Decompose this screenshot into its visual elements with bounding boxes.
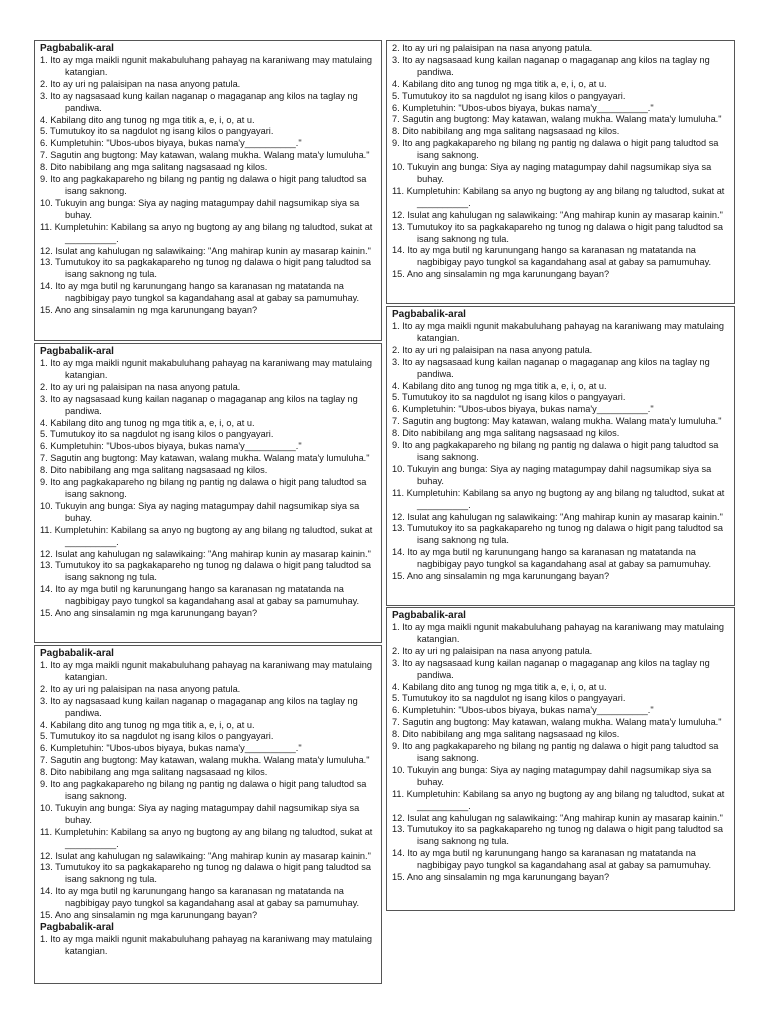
quiz-item: 15. Ano ang sinsalamin ng mga karunungang bayan? — [392, 571, 610, 582]
quiz-item: 10. Tukuyin ang bunga: Siya ay naging matagumpay dahil nagsumikap siya sa buhay. — [392, 162, 712, 184]
quiz-list — [40, 934, 377, 958]
quiz-item: 9. Ito ang pagkakapareho ng bilang ng pantig ng dalawa o higit pang taludtod sa isang saknong. — [40, 477, 367, 499]
quiz-item: 12. Isulat ang kahulugan ng salawikaing: "Ang mahirap kunin ay masarap kainin." — [392, 511, 723, 522]
quiz-item: 2. Ito ay uri ng palaisipan na nasa anyong patula. — [392, 344, 593, 355]
quiz-item: 11. Kumpletuhin: Kabilang sa anyo ng bugtong ay ang bilang ng taludtod, sukat at __________. — [392, 487, 725, 510]
quiz-item: 1. Ito ay mga maikli ngunit makabuluhang pahayag na karaniwang may matulaing katangian. — [40, 660, 372, 682]
quiz-item: 1. Ito ay mga maikli ngunit makabuluhang pahayag na karaniwang may matulaing katangian. — [392, 622, 724, 644]
quiz-item: 13. Tumutukoy ito sa pagkakapareho ng tunog ng dalawa o higit pang taludtod sa isang saknong ng tula. — [392, 523, 723, 546]
quiz-item: 3. Ito ay nagsasaad kung kailan naganap o magaganap ang kilos na taglay ng pandiwa. — [40, 695, 358, 718]
quiz-item: 2. Ito ay uri ng palaisipan na nasa anyong patula. — [40, 78, 241, 89]
quiz-item: 14. Ito ay mga butil ng karunungang hango sa karanasan ng matatanda na nagbibigay payo tungkol sa kagandahang asal at gabay sa pamumuhay. — [392, 547, 712, 570]
quiz-item: 3. Ito ay nagsasaad kung kailan naganap o magaganap ang kilos na taglay ng pandiwa. — [40, 90, 358, 113]
quiz-item: 6. Kumpletuhin: "Ubos-ubos biyaya, bukas nama'y__________." — [392, 705, 654, 716]
quiz-item: 8. Dito nabibilang ang mga salitang nagsasaad ng kilos. — [40, 767, 268, 778]
quiz-list — [40, 55, 377, 317]
quiz-item: 15. Ano ang sinsalamin ng mga karunungang bayan? — [392, 872, 610, 883]
quiz-box-right-2 — [386, 306, 735, 606]
quiz-item: 2. Ito ay uri ng palaisipan na nasa anyong patula. — [392, 645, 593, 656]
quiz-list — [392, 43, 730, 281]
quiz-item: 14. Ito ay mga butil ng karunungang hango sa karanasan ng matatanda na nagbibigay payo tungkol sa kagandahang asal at gabay sa pamumuhay. — [40, 886, 360, 909]
quiz-item: 7. Sagutin ang bugtong: May katawan, walang mukha. Walang mata'y lumuluha." — [392, 416, 722, 427]
quiz-item: 11. Kumpletuhin: Kabilang sa anyo ng bugtong ay ang bilang ng taludtod, sukat at __________. — [40, 524, 373, 547]
quiz-item: 12. Isulat ang kahulugan ng salawikaing: "Ang mahirap kunin ay masarap kainin." — [392, 209, 723, 220]
quiz-box-left-3 — [34, 645, 382, 984]
quiz-item: 5. Tumutukoy ito sa nagdulot ng isang kilos o pangyayari. — [392, 693, 626, 704]
quiz-item: 9. Ito ang pagkakapareho ng bilang ng pantig ng dalawa o higit pang taludtod sa isang saknong. — [392, 440, 719, 462]
quiz-box-left-1 — [34, 40, 382, 341]
quiz-item: 10. Tukuyin ang bunga: Siya ay naging matagumpay dahil nagsumikap siya sa buhay. — [392, 764, 712, 787]
quiz-item: 5. Tumutukoy ito sa nagdulot ng isang kilos o pangyayari. — [392, 392, 626, 403]
quiz-item: 12. Isulat ang kahulugan ng salawikaing: "Ang mahirap kunin ay masarap kainin." — [40, 850, 371, 861]
quiz-item: 14. Ito ay mga butil ng karunungang hango sa karanasan ng matatanda na nagbibigay payo tungkol sa kagandahang asal at gabay sa pamumuhay. — [40, 584, 360, 607]
quiz-item: 8. Dito nabibilang ang mga salitang nagsasaad ng kilos. — [392, 729, 620, 740]
quiz-item: 13. Tumutukoy ito sa pagkakapareho ng tunog ng dalawa o higit pang taludtod sa isang saknong ng tula. — [40, 862, 371, 885]
quiz-item: 8. Dito nabibilang ang mga salitang nagsasaad ng kilos. — [392, 428, 620, 439]
quiz-item: 7. Sagutin ang bugtong: May katawan, walang mukha. Walang mata'y lumuluha." — [392, 717, 722, 728]
quiz-item: 5. Tumutukoy ito sa nagdulot ng isang kilos o pangyayari. — [40, 429, 274, 440]
quiz-item: 14. Ito ay mga butil ng karunungang hango sa karanasan ng matatanda na nagbibigay payo tungkol sa kagandahang asal at gabay sa pamumuhay. — [40, 281, 360, 304]
quiz-item: 2. Ito ay uri ng palaisipan na nasa anyong patula. — [392, 43, 593, 53]
quiz-item: 10. Tukuyin ang bunga: Siya ay naging matagumpay dahil nagsumikap siya sa buhay. — [392, 463, 712, 486]
quiz-item: 6. Kumpletuhin: "Ubos-ubos biyaya, bukas nama'y__________." — [392, 404, 654, 415]
quiz-item: 13. Tumutukoy ito sa pagkakapareho ng tunog ng dalawa o higit pang taludtod sa isang saknong ng tula. — [40, 560, 371, 583]
quiz-item: 10. Tukuyin ang bunga: Siya ay naging matagumpay dahil nagsumikap siya sa buhay. — [40, 500, 360, 523]
quiz-title: Pagbabalik-aral — [40, 921, 114, 933]
quiz-item: 15. Ano ang sinsalamin ng mga karunungang bayan? — [392, 269, 610, 280]
quiz-item: 14. Ito ay mga butil ng karunungang hango sa karanasan ng matatanda na nagbibigay payo tungkol sa kagandahang asal at gabay sa pamumuhay. — [392, 848, 712, 871]
quiz-item: 11. Kumpletuhin: Kabilang sa anyo ng bugtong ay ang bilang ng taludtod, sukat at __________. — [392, 185, 725, 208]
quiz-item: 8. Dito nabibilang ang mga salitang nagsasaad ng kilos. — [392, 126, 620, 137]
quiz-box-left-2 — [34, 343, 382, 643]
quiz-item: 7. Sagutin ang bugtong: May katawan, walang mukha. Walang mata'y lumuluha." — [40, 755, 370, 766]
quiz-item: 1. Ito ay mga maikli ngunit makabuluhang pahayag na karaniwang may matulaing katangian. — [40, 55, 372, 77]
quiz-title: Pagbabalik-aral — [40, 43, 114, 54]
quiz-item: 15. Ano ang sinsalamin ng mga karunungang bayan? — [40, 305, 258, 316]
quiz-item: 6. Kumpletuhin: "Ubos-ubos biyaya, bukas nama'y__________." — [40, 743, 302, 754]
quiz-item: 13. Tumutukoy ito sa pagkakapareho ng tunog ng dalawa o higit pang taludtod sa isang saknong ng tula. — [392, 221, 723, 244]
quiz-item: 5. Tumutukoy ito sa nagdulot ng isang kilos o pangyayari. — [392, 90, 626, 101]
quiz-item: 14. Ito ay mga butil ng karunungang hango sa karanasan ng matatanda na nagbibigay payo tungkol sa kagandahang asal at gabay sa pamumuhay. — [392, 245, 712, 268]
quiz-item: 12. Isulat ang kahulugan ng salawikaing: "Ang mahirap kunin ay masarap kainin." — [40, 548, 371, 559]
quiz-item: 4. Kabilang dito ang tunog ng mga titik a, e, i, o, at u. — [392, 380, 607, 391]
quiz-box-right-3 — [386, 607, 735, 911]
quiz-item: 12. Isulat ang kahulugan ng salawikaing: "Ang mahirap kunin ay masarap kainin." — [392, 812, 723, 823]
quiz-list — [40, 660, 377, 922]
quiz-item: 10. Tukuyin ang bunga: Siya ay naging matagumpay dahil nagsumikap siya sa buhay. — [40, 802, 360, 825]
quiz-item: 1. Ito ay mga maikli ngunit makabuluhang pahayag na karaniwang may matulaing katangian. — [40, 933, 372, 956]
quiz-item: 3. Ito ay nagsasaad kung kailan naganap o magaganap ang kilos na taglay ng pandiwa. — [392, 657, 710, 680]
quiz-item: 4. Kabilang dito ang tunog ng mga titik a, e, i, o, at u. — [392, 78, 607, 89]
quiz-item: 6. Kumpletuhin: "Ubos-ubos biyaya, bukas nama'y__________." — [40, 138, 302, 149]
quiz-item: 7. Sagutin ang bugtong: May katawan, walang mukha. Walang mata'y lumuluha." — [392, 114, 722, 125]
quiz-item: 1. Ito ay mga maikli ngunit makabuluhang pahayag na karaniwang may matulaing katangian. — [40, 358, 372, 380]
quiz-item: 5. Tumutukoy ito sa nagdulot ng isang kilos o pangyayari. — [40, 731, 274, 742]
quiz-item: 9. Ito ang pagkakapareho ng bilang ng pantig ng dalawa o higit pang taludtod sa isang saknong. — [40, 174, 367, 196]
quiz-item: 4. Kabilang dito ang tunog ng mga titik a, e, i, o, at u. — [392, 681, 607, 692]
quiz-item: 4. Kabilang dito ang tunog ng mga titik a, e, i, o, at u. — [40, 417, 255, 428]
quiz-item: 11. Kumpletuhin: Kabilang sa anyo ng bugtong ay ang bilang ng taludtod, sukat at __________. — [392, 788, 725, 811]
quiz-item: 8. Dito nabibilang ang mga salitang nagsasaad ng kilos. — [40, 162, 268, 173]
quiz-item: 3. Ito ay nagsasaad kung kailan naganap o magaganap ang kilos na taglay ng pandiwa. — [40, 393, 358, 416]
quiz-item: 15. Ano ang sinsalamin ng mga karunungang bayan? — [40, 608, 258, 619]
quiz-title: Pagbabalik-aral — [392, 610, 466, 621]
quiz-item: 11. Kumpletuhin: Kabilang sa anyo ng bugtong ay ang bilang ng taludtod, sukat at __________. — [40, 826, 373, 849]
quiz-item: 9. Ito ang pagkakapareho ng bilang ng pantig ng dalawa o higit pang taludtod sa isang saknong. — [40, 779, 367, 801]
quiz-item: 13. Tumutukoy ito sa pagkakapareho ng tunog ng dalawa o higit pang taludtod sa isang saknong ng tula. — [40, 257, 371, 280]
quiz-item: 9. Ito ang pagkakapareho ng bilang ng pantig ng dalawa o higit pang taludtod sa isang saknong. — [392, 138, 719, 161]
quiz-item: 8. Dito nabibilang ang mga salitang nagsasaad ng kilos. — [40, 465, 268, 476]
quiz-item: 11. Kumpletuhin: Kabilang sa anyo ng bugtong ay ang bilang ng taludtod, sukat at __________. — [40, 221, 373, 244]
quiz-item: 9. Ito ang pagkakapareho ng bilang ng pantig ng dalawa o higit pang taludtod sa isang saknong. — [392, 741, 719, 763]
quiz-item: 3. Ito ay nagsasaad kung kailan naganap o magaganap ang kilos na taglay ng pandiwa. — [392, 54, 710, 77]
quiz-title: Pagbabalik-aral — [40, 346, 114, 357]
quiz-item: 4. Kabilang dito ang tunog ng mga titik a, e, i, o, at u. — [40, 114, 255, 125]
quiz-item: 1. Ito ay mga maikli ngunit makabuluhang pahayag na karaniwang may matulaing katangian. — [392, 321, 724, 343]
quiz-item: 7. Sagutin ang bugtong: May katawan, walang mukha. Walang mata'y lumuluha." — [40, 453, 370, 464]
quiz-title: Pagbabalik-aral — [392, 309, 466, 320]
quiz-item: 3. Ito ay nagsasaad kung kailan naganap o magaganap ang kilos na taglay ng pandiwa. — [392, 356, 710, 379]
quiz-item: 6. Kumpletuhin: "Ubos-ubos biyaya, bukas nama'y__________." — [40, 441, 302, 452]
quiz-list — [392, 321, 730, 583]
quiz-box-right-1 — [386, 40, 735, 304]
quiz-item: 5. Tumutukoy ito sa nagdulot ng isang kilos o pangyayari. — [40, 126, 274, 137]
quiz-item: 12. Isulat ang kahulugan ng salawikaing: "Ang mahirap kunin ay masarap kainin." — [40, 245, 371, 256]
quiz-list — [392, 622, 730, 884]
quiz-item: 6. Kumpletuhin: "Ubos-ubos biyaya, bukas nama'y__________." — [392, 102, 654, 113]
quiz-item: 4. Kabilang dito ang tunog ng mga titik a, e, i, o, at u. — [40, 719, 255, 730]
quiz-item: 7. Sagutin ang bugtong: May katawan, walang mukha. Walang mata'y lumuluha." — [40, 150, 370, 161]
quiz-list — [40, 358, 377, 620]
quiz-title: Pagbabalik-aral — [40, 648, 114, 659]
quiz-item: 2. Ito ay uri ng palaisipan na nasa anyong patula. — [40, 381, 241, 392]
quiz-item: 13. Tumutukoy ito sa pagkakapareho ng tunog ng dalawa o higit pang taludtod sa isang saknong ng tula. — [392, 824, 723, 847]
quiz-item: 15. Ano ang sinsalamin ng mga karunungang bayan? — [40, 910, 258, 921]
quiz-item: 10. Tukuyin ang bunga: Siya ay naging matagumpay dahil nagsumikap siya sa buhay. — [40, 197, 360, 220]
quiz-item: 2. Ito ay uri ng palaisipan na nasa anyong patula. — [40, 683, 241, 694]
